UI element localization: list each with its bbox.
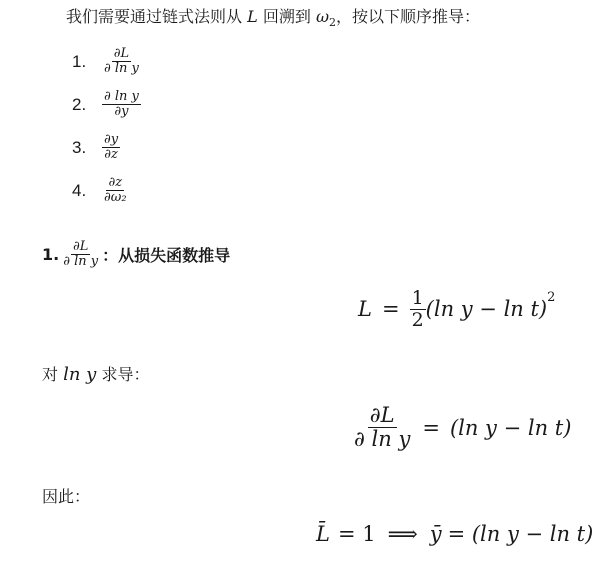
section-title: ：从损失函数推导 (102, 246, 231, 266)
step-item (72, 40, 141, 83)
intro-post: ，按以下顺序推导： (335, 7, 480, 26)
eq2-rhs: (ln y − ln t) (449, 415, 572, 440)
section-prefix: 1. (42, 245, 60, 265)
step-index: 4. (72, 180, 87, 200)
step-denominator: ∂ ln y (104, 61, 139, 76)
eq1-body: (ln y − ln t) (425, 297, 548, 322)
eq1-lhs: L (358, 297, 372, 322)
eq2-denominator: ∂ ln y (354, 427, 411, 452)
step-numerator: ∂ ln y (104, 88, 139, 104)
step-fraction (102, 90, 141, 120)
eq1-half-num: 1 (411, 287, 424, 309)
para1-math: ln y (63, 364, 97, 385)
paragraph-therefore (42, 484, 90, 507)
eq2-numerator: ∂L (369, 403, 395, 427)
eq3-eq-one: = 1 (337, 522, 376, 546)
eq3-implies: ⟹ (387, 522, 418, 546)
para1-pre: 对 (42, 365, 59, 384)
intro-mid: 回溯到 (262, 7, 311, 26)
step-numerator: ∂z (108, 174, 123, 190)
step-numerator: ∂L (113, 45, 130, 61)
section-heading (42, 240, 230, 270)
eq3-ybar: ȳ (429, 522, 442, 546)
step-item (72, 169, 141, 212)
step-denominator: ∂ω₂ (104, 190, 127, 205)
equation-derivative (352, 404, 571, 451)
step-denominator: ∂z (104, 147, 118, 162)
para1-post: 求导： (101, 365, 150, 384)
intro-omega: ω (315, 7, 329, 26)
step-item (72, 126, 141, 169)
step-numerator: ∂y (104, 131, 119, 147)
intro-var-L: L (247, 7, 258, 26)
step-index: 1. (72, 51, 87, 71)
eq1-equals: = (381, 297, 400, 322)
eq3-rhs: = (ln y − ln t) (447, 522, 594, 546)
step-denominator: ∂y (114, 104, 129, 119)
step-index: 3. (72, 137, 87, 157)
step-fraction (102, 176, 129, 206)
step-item (72, 83, 141, 126)
eq2-equals: = (422, 415, 440, 440)
equation-loss (358, 288, 555, 331)
equation-gradient (316, 522, 593, 546)
eq1-power: 2 (547, 290, 556, 305)
eq1-half-den: 2 (411, 308, 424, 331)
eq3-lbar: L̄ (316, 522, 330, 546)
section-fraction (61, 240, 100, 270)
para2-text: 因此： (42, 487, 91, 506)
paragraph-differentiate (42, 362, 149, 385)
intro-pre: 我们需要通过链式法则从 (66, 7, 243, 26)
intro-omega-sub: 2 (328, 16, 336, 30)
intro-paragraph (66, 4, 480, 29)
step-index: 2. (72, 94, 87, 114)
eq1-half (410, 288, 426, 331)
eq2-fraction (352, 404, 412, 451)
step-fraction (102, 133, 120, 163)
section-denominator: ∂ ln y (63, 254, 99, 270)
step-fraction (102, 47, 141, 77)
section-numerator: ∂L (72, 239, 89, 254)
derivation-steps-list (72, 40, 141, 212)
